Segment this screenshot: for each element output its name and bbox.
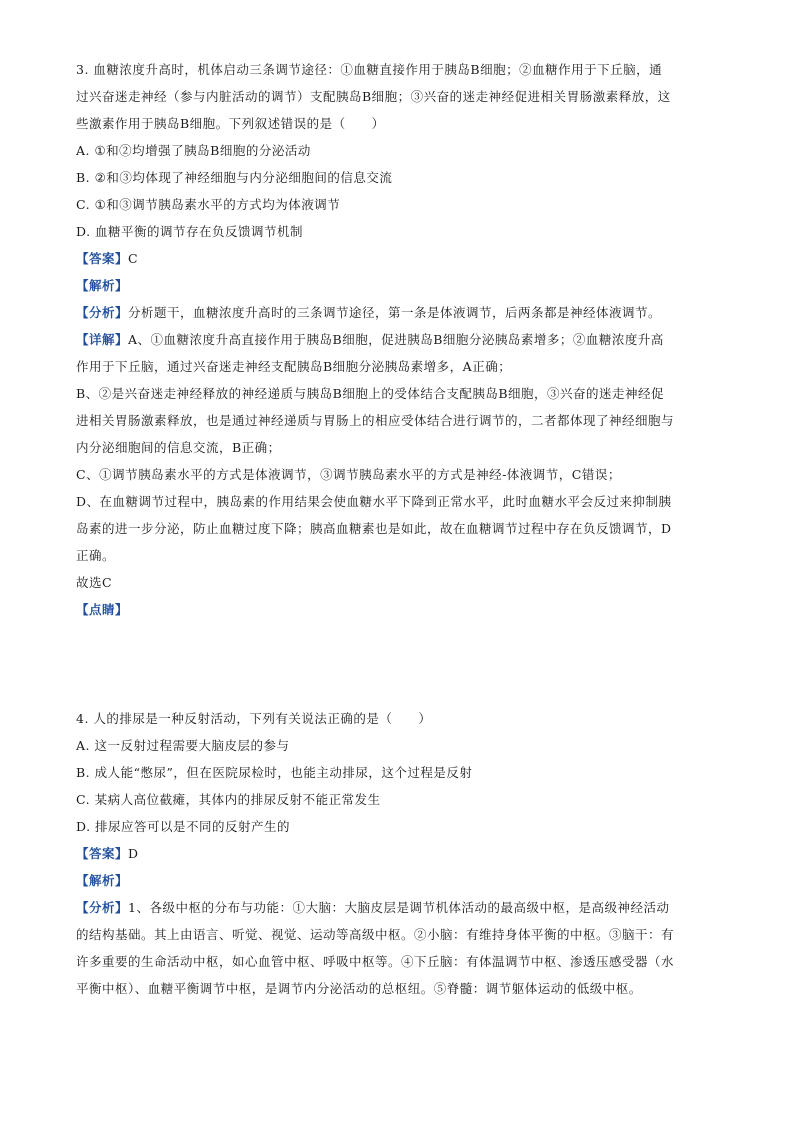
fenxi-text: 1、各级中枢的分布与功能：①大脑：大脑皮层是调节机体活动的最高级中枢，是高级神经活动 bbox=[128, 900, 670, 915]
q4-fenxi-line-3: 许多重要的生命活动中枢，如心血管中枢、呼吸中枢等。④下丘脑：有体温调节中枢、渗透压感受器（水 bbox=[76, 954, 675, 969]
q3-xiangjie-line bbox=[76, 332, 726, 348]
q3-option-a: A. ①和②均增强了胰岛B细胞的分泌活动 bbox=[76, 143, 311, 158]
q3-conclusion: 故选C bbox=[76, 575, 113, 590]
q3-detail-line-4: 内分泌细胞间的信息交流，B正确； bbox=[76, 440, 281, 455]
q3-detail-line-7: 岛素的进一步分泌，防止血糖过度下降；胰高血糖素也是如此，故在血糖调节过程中存在负反馈调节，D bbox=[76, 521, 672, 536]
q4-fenxi-line bbox=[76, 900, 726, 916]
q4-option-a: A. 这一反射过程需要大脑皮层的参与 bbox=[76, 738, 290, 753]
q3-detail-line-1: 作用于下丘脑，通过兴奋迷走神经支配胰岛B细胞分泌胰岛素增多，A正确； bbox=[76, 359, 512, 374]
q3-answer-line bbox=[76, 251, 726, 267]
q3-detail-line-6: D、在血糖调节过程中，胰岛素的作用结果会使血糖水平下降到正常水平，此时血糖水平会反过来抑制胰 bbox=[76, 494, 672, 509]
q3-stem-line-1: 3. 血糖浓度升高时，机体启动三条调节途径：①血糖直接作用于胰岛B细胞；②血糖作用于下丘脑，通 bbox=[76, 62, 663, 77]
q4-analysis-tag bbox=[76, 873, 726, 889]
q3-detail-line-3: 进相关胃肠激素释放，也是通过神经递质与胃肠上的相应受体结合进行调节的，二者都体现了神经细胞与 bbox=[76, 413, 675, 428]
q3-stem-line-3: 些激素作用于胰岛B细胞。下列叙述错误的是（ ） bbox=[76, 116, 385, 131]
q4-stem: 4. 人的排尿是一种反射活动，下列有关说法正确的是（ ） bbox=[76, 711, 432, 726]
q4-option-b: B. 成人能“憋尿”，但在医院尿检时，也能主动排尿，这个过程是反射 bbox=[76, 765, 473, 780]
fenxi-tag: 【分析】 bbox=[76, 305, 129, 320]
q4-fenxi-line-4: 平衡中枢）、血糖平衡调节中枢，是调节内分泌活动的总枢纽。⑤脊髓：调节躯体运动的低级中枢。 bbox=[76, 981, 642, 996]
q3-fenxi-line bbox=[76, 305, 726, 321]
q3-option-c: C. ①和③调节胰岛素水平的方式均为体液调节 bbox=[76, 197, 341, 212]
dianjing-tag: 【点睛】 bbox=[76, 602, 129, 617]
answer-value: C bbox=[128, 251, 139, 266]
analysis-tag: 【解析】 bbox=[76, 278, 129, 293]
answer-tag: 【答案】 bbox=[76, 251, 129, 266]
q3-detail-line-2: B、②是兴奋迷走神经释放的神经递质与胰岛B细胞上的受体结合支配胰岛B细胞，③兴奋的迷走神经促 bbox=[76, 386, 665, 401]
analysis-tag: 【解析】 bbox=[76, 873, 129, 888]
q4-fenxi-line-2: 的结构基础。其上由语言、听觉、视觉、运动等高级中枢。②小脑：有维持身体平衡的中枢。③脑干：有 bbox=[76, 927, 675, 942]
xiangjie-tag: 【详解】 bbox=[76, 332, 129, 347]
q3-option-d: D. 血糖平衡的调节存在负反馈调节机制 bbox=[76, 224, 304, 239]
q3-dianjing-line bbox=[76, 602, 726, 618]
q3-detail-line-8: 正确。 bbox=[76, 548, 116, 563]
q3-detail-line-5: C、①调节胰岛素水平的方式是体液调节，③调节胰岛素水平的方式是神经-体液调节，C错误； bbox=[76, 467, 621, 482]
fenxi-text: 分析题干，血糖浓度升高时的三条调节途径，第一条是体液调节，后两条都是神经体液调节。 bbox=[128, 305, 662, 320]
q4-answer-line bbox=[76, 846, 726, 862]
q3-option-b: B. ②和③均体现了神经细胞与内分泌细胞间的信息交流 bbox=[76, 170, 393, 185]
xiangjie-text: A、①血糖浓度升高直接作用于胰岛B细胞，促进胰岛B细胞分泌胰岛素增多；②血糖浓度升高 bbox=[128, 332, 664, 347]
q4-option-d: D. 排尿应答可以是不同的反射产生的 bbox=[76, 819, 291, 834]
q3-stem-line-2: 过兴奋迷走神经（参与内脏活动的调节）支配胰岛B细胞；③兴奋的迷走神经促进相关胃肠激素释放，这 bbox=[76, 89, 671, 104]
fenxi-tag: 【分析】 bbox=[76, 900, 129, 915]
answer-value: D bbox=[128, 846, 139, 861]
answer-tag: 【答案】 bbox=[76, 846, 129, 861]
q4-option-c: C. 某病人高位截瘫，其体内的排尿反射不能正常发生 bbox=[76, 792, 381, 807]
q3-analysis-tag bbox=[76, 278, 726, 294]
